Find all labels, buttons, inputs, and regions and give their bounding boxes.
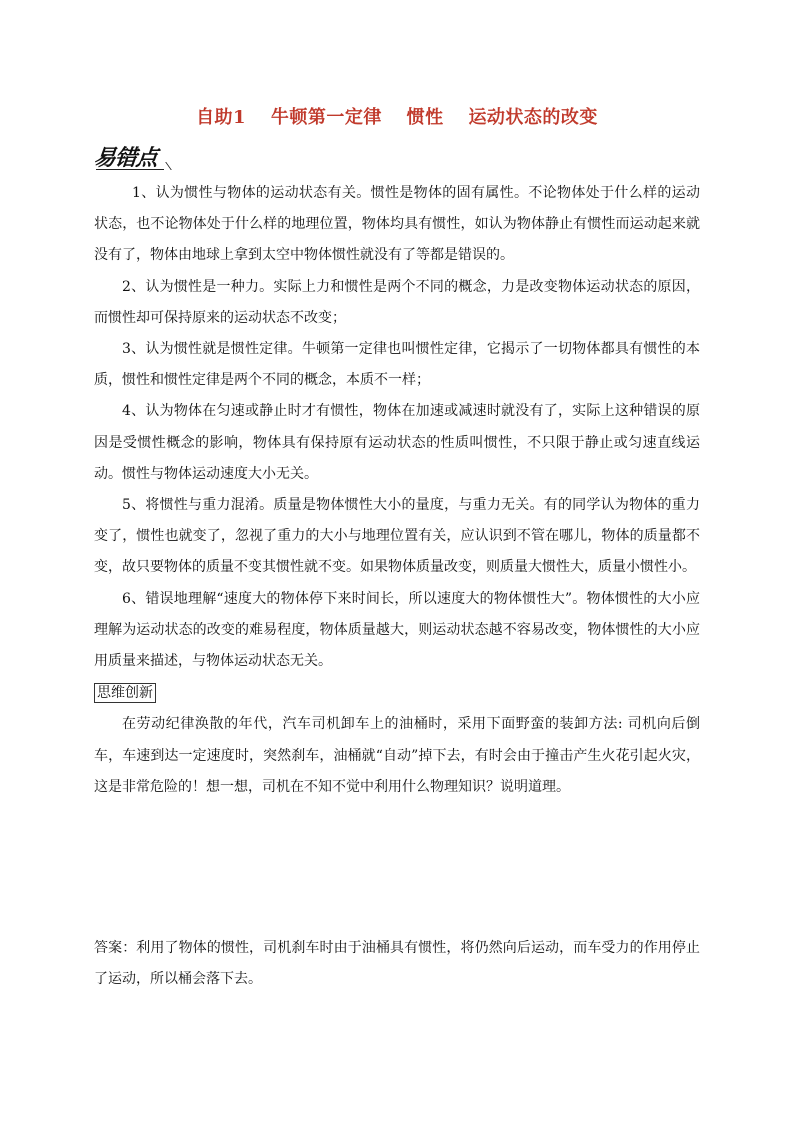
mistake-item-5: 5、将惯性与重力混淆。质量是物体惯性大小的量度，与重力无关。有的同学认为物体的重力变了，惯性也就变了，忽视了重力的大小与地理位置有关，应认识到不管在哪儿，物体的质量都不变，故只要物体的质量不变其惯性就不变。如果物体质量改变，则质量大惯性大，质量小惯性小。 (94, 497, 700, 576)
mistake-item-4: 4、认为物体在匀速或静止时才有惯性，物体在加速或减速时就没有了，实际上这种错误的原因是受惯性概念的影响，物体具有保持原有运动状态的性质叫惯性，不只限于静止或匀速直线运动。惯性与物体运动速度大小无关。 (94, 403, 700, 482)
mistake-item-3: 3、认为惯性就是惯性定律。牛顿第一定律也叫惯性定律，它揭示了一切物体都具有惯性的本质，惯性和惯性定律是两个不同的概念，本质不一样； (94, 341, 700, 389)
heading-underline (96, 169, 164, 170)
title-topic-motion-change: 运动状态的改变 (468, 107, 598, 128)
thinking-question: 在劳动纪律涣散的年代，汽车司机卸车上的油桶时，采用下面野蛮的装卸方法: 司机向后倒车，车速到达一定速度时，突然刹车，油桶就“自动”掉下去，有时会由于撞击产生火花引起火灾，这是非常危险的！想一想，司机在不知不觉中利用什么物理知识？说明道理。 (94, 716, 700, 795)
thinking-tag: 思维创新 (94, 683, 156, 703)
main-body (94, 178, 700, 803)
mistake-item-6: 6、错误地理解“速度大的物体停下来时间长，所以速度大的物体惯性大”。物体惯性的大小应理解为运动状态的改变的难易程度，物体质量越大，则运动状态越不容易改变，物体惯性的大小应用质量来描述，与物体运动状态无关。 (94, 590, 700, 670)
title-topic-newton-law: 牛顿第一定律 (270, 107, 382, 128)
page-title (0, 103, 794, 129)
mistakes-heading (94, 140, 184, 174)
mistake-item-2: 2、认为惯性是一种力。实际上力和惯性是两个不同的概念，力是改变物体运动状态的原因，而惯性却可保持原来的运动状态不改变； (94, 278, 700, 326)
mistakes-heading-text: 易错点 (92, 145, 159, 171)
answer-text: 答案：利用了物体的惯性，司机刹车时由于油桶具有惯性，将仍然向后运动，而车受力的作用停止了运动，所以桶会落下去。 (94, 940, 700, 988)
thinking-section (94, 677, 700, 709)
title-lesson-number: 自助1 (196, 107, 247, 128)
title-topic-inertia: 惯性 (406, 107, 444, 128)
mistake-item-1: 1、认为惯性与物体的运动状态有关。惯性是物体的固有属性。不论物体处于什么样的运动状态，也不论物体处于什么样的地理位置，物体均具有惯性，如认为物体静止有惯性而运动起来就没有了，物体由地球上拿到太空中物体惯性就没有了等都是错误的。 (94, 185, 700, 264)
